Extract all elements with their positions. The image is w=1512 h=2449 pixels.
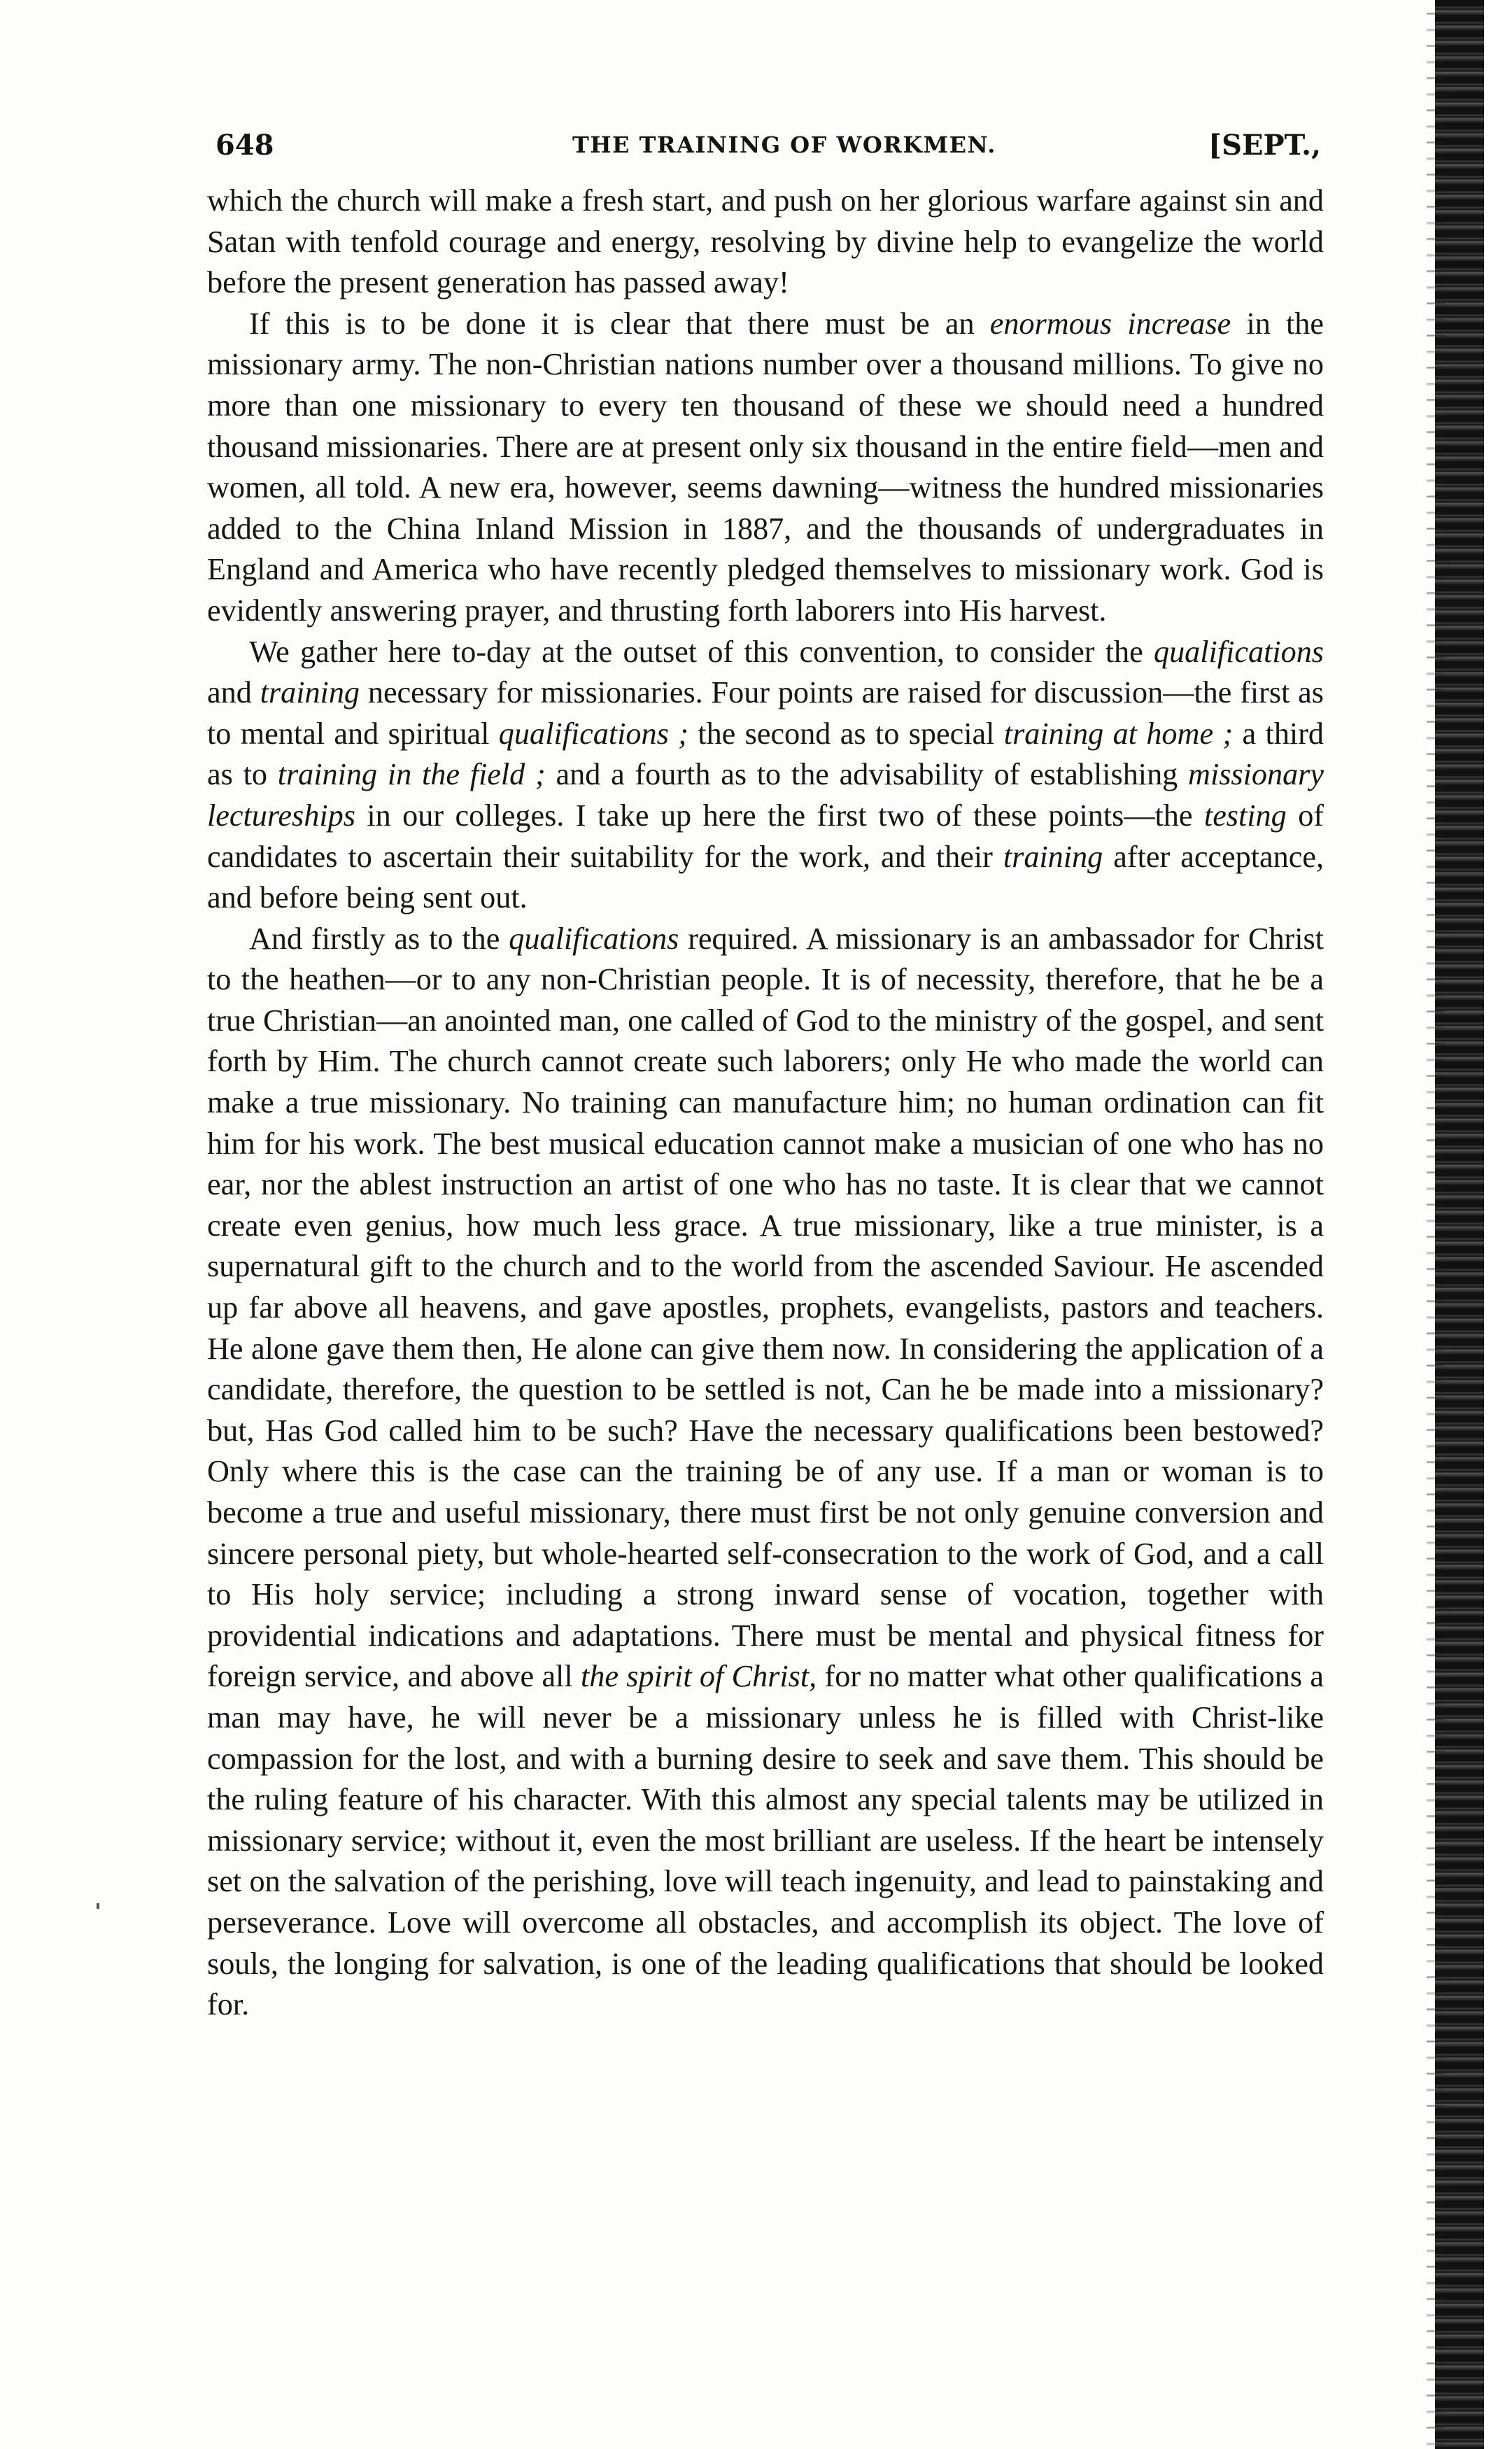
italic-phrase: training (260, 675, 360, 710)
italic-phrase: training in the field ; (277, 757, 546, 792)
italic-phrase: missionary lectureships (207, 757, 1324, 833)
text-run: of candidates to ascertain their suitability for the work, and their (207, 798, 1324, 874)
text-run: in our colleges. I take up here the first two of these points—the (355, 798, 1204, 833)
italic-phrase: testing (1203, 798, 1287, 833)
italic-phrase: training at home ; (1003, 716, 1234, 751)
text-run: If this is to be done it is clear that there must be an (249, 306, 990, 341)
paragraph (207, 304, 1324, 632)
italic-phrase: training (1003, 839, 1103, 874)
running-title: THE TRAINING OF WORKMEN. (572, 132, 996, 158)
text-run: and a fourth as to the advisability of establishing (545, 757, 1189, 792)
italic-phrase: qualifications ; (498, 716, 688, 751)
text-run: for no matter what other qualifications a man may have, he will never be a missionary unless he is filled with Christ-like compassion for the lost, and with a burning desire to seek and save them. This should be the ruling feature of his character. With this almost any special talents may be utilized in missionary service; without it, even the most brilliant are useless. If the heart be intensely set on the salvation of the perishing, love will teach ingenuity, and lead to painstaking and perseverance. Love will overcome all obstacles, and accomplish its object. The love of souls, the longing for salvation, is one of the leading qualifications that should be looked for. (207, 1659, 1324, 2022)
text-run: which the church will make a fresh start, and push on her glorious warfare against sin and Satan with tenfold courage and energy, resolving by divine help to evangelize the world before the present generation has passed away! (207, 183, 1324, 300)
italic-phrase: the spirit of Christ, (580, 1659, 817, 1694)
running-month: [SEPT., (1208, 129, 1321, 162)
text-run: the second as to special (688, 716, 1004, 751)
italic-phrase: enormous increase (989, 306, 1231, 341)
paragraph (207, 919, 1324, 2026)
text-run: after acceptance, and before being sent out. (207, 839, 1324, 915)
page-number: 648 (216, 129, 274, 162)
paragraph (207, 632, 1324, 919)
italic-phrase: qualifications (509, 921, 679, 956)
text-run: and (207, 675, 260, 710)
text-run: We gather here to-day at the outset of this convention, to consider the (249, 634, 1154, 669)
article-body (207, 181, 1324, 2026)
page-edge-speckle (1427, 0, 1445, 2449)
paragraph (207, 181, 1324, 304)
text-run: And firstly as to the (249, 921, 509, 956)
text-run: a third as to (207, 716, 1324, 792)
page-edge-margin (1484, 0, 1512, 2449)
italic-phrase: qualifications (1153, 634, 1324, 669)
running-header (216, 129, 1321, 171)
text-run: in the missionary army. The non-Christian nations number over a thousand millions. To give no more than one missionary to every ten thousand of these we should need a hundred thousand missionaries. There are at present only six thousand in the entire field—men and women, all told. A new era, however, seems dawning—witness the hundred missionaries added to the China Inland Mission in 1887, and the thousands of undergraduates in England and America who have recently pledged themselves to missionary work. God is evidently answering prayer, and thrusting forth laborers into His harvest. (207, 306, 1324, 628)
text-run: required. A missionary is an ambassador for Christ to the heathen—or to any non-Christian people. It is of necessity, therefore, that he be a true Christian—an anointed man, one called of God to the ministry of the gospel, and sent forth by Him. The church cannot create such laborers; only He who made the world can make a true missionary. No training can manufacture him; no human ordination can fit him for his work. The best musical education cannot make a musician of one who has no ear, nor the ablest instruction an artist of one who has no taste. It is clear that we cannot create even genius, how much less grace. A true missionary, like a true minister, is a supernatural gift to the church and to the world from the ascended Saviour. He ascended up far above all heavens, and gave apostles, prophets, evangelists, pastors and teachers. He alone gave them then, He alone can give them now. In considering the application of a candidate, therefore, the question to be settled is not, Can he be made into a missionary? but, Has God called him to be such? Have the necessary qualifications been bestowed? Only where this is the case can the training be of any use. If a man or woman is to become a true and useful missionary, there must first be not only genuine conversion and sincere personal piety, but whole-hearted self-consecration to the work of God, and a call to His holy service; including a strong inward sense of vocation, together with providential indications and adaptations. There must be mental and physical fitness for foreign service, and above all (207, 921, 1324, 1694)
text-run: necessary for missionaries. Four points are raised for discussion—the first as to mental and spiritual (207, 675, 1324, 751)
margin-speck (97, 1903, 99, 1909)
